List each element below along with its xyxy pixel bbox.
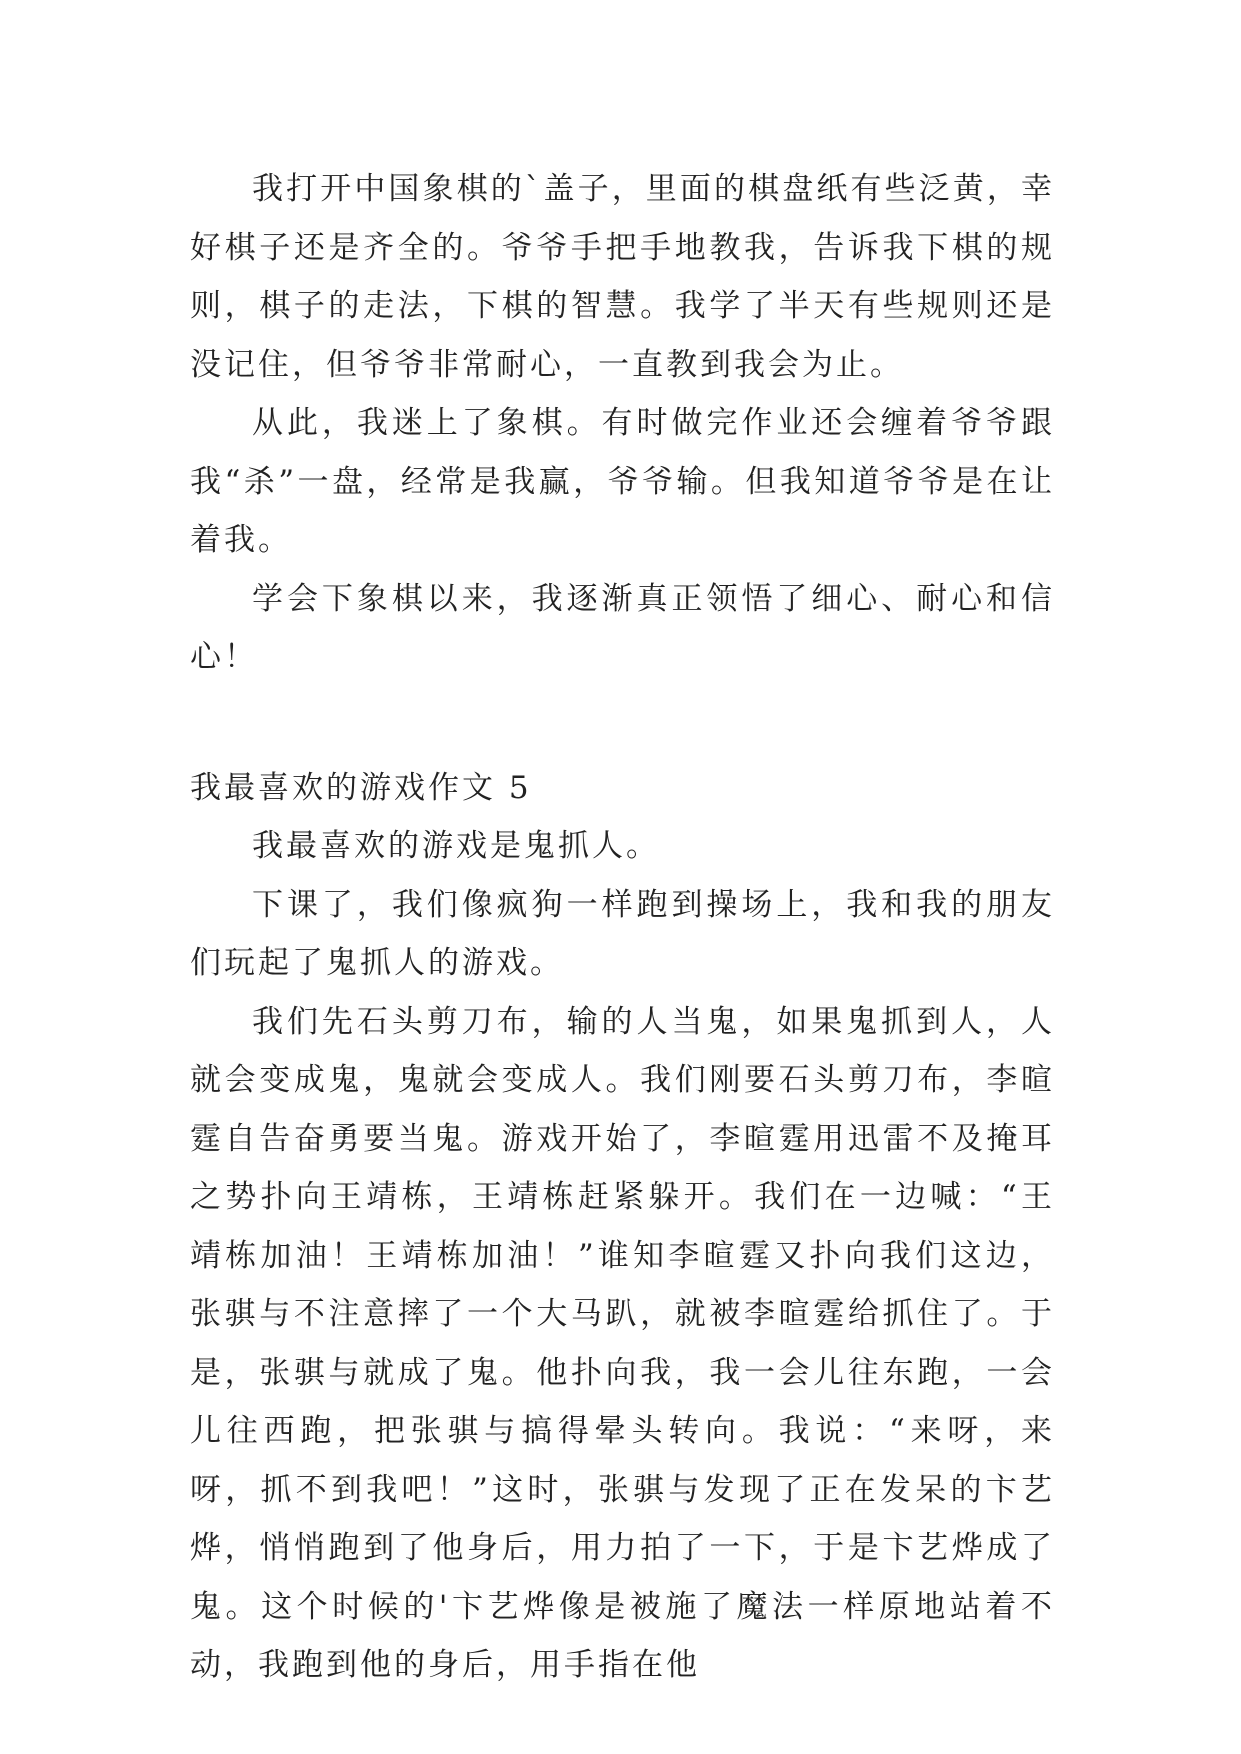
paragraph-chess-conclusion: 学会下象棋以来，我逐渐真正领悟了细心、耐心和信心！ [190,580,1055,675]
document-body [190,160,1055,1695]
paragraph-chess-hobby: 从此，我迷上了象棋。有时做完作业还会缠着爷爷跟我“杀”一盘，经常是我赢，爷爷输。但我知道爷爷是在让着我。 [190,405,1055,558]
paragraph-after-class: 下课了，我们像疯狗一样跑到操场上，我和我的朋友们玩起了鬼抓人的游戏。 [190,886,1055,981]
paragraph-favorite-game: 我最喜欢的游戏是鬼抓人。 [252,828,660,864]
paragraph-game-story: 我们先石头剪刀布，输的人当鬼，如果鬼抓到人，人就会变成鬼，鬼就会变成人。我们刚要石头剪刀布，李暄霆自告奋勇要当鬼。游戏开始了，李暄霆用迅雷不及掩耳之势扑向王靖栋，王靖栋赶紧躲开。我们在一边喊：“王靖栋加油！王靖栋加油！”谁知李暄霆又扑向我们这边，张骐与不注意摔了一个大马趴，就被李暄霆给抓住了。于是，张骐与就成了鬼。他扑向我，我一会儿往东跑，一会儿往西跑，把张骐与搞得晕头转向。我说：“来呀，来呀，抓不到我吧！”这时，张骐与发现了正在发呆的卞艺烨，悄悄跑到了他身后，用力拍了一下，于是卞艺烨成了鬼。这个时候的'卞艺烨像是被施了魔法一样原地站着不动，我跑到他的身后，用手指在他 [190,1003,1055,1683]
paragraph-chess-lesson: 我打开中国象棋的`盖子，里面的棋盘纸有些泛黄，幸好棋子还是齐全的。爷爷手把手地教我，告诉我下棋的规则，棋子的走法，下棋的智慧。我学了半天有些规则还是没记住，但爷爷非常耐心，一直教到我会为止。 [190,171,1055,383]
essay-title: 我最喜欢的游戏作文 5 [190,769,532,806]
